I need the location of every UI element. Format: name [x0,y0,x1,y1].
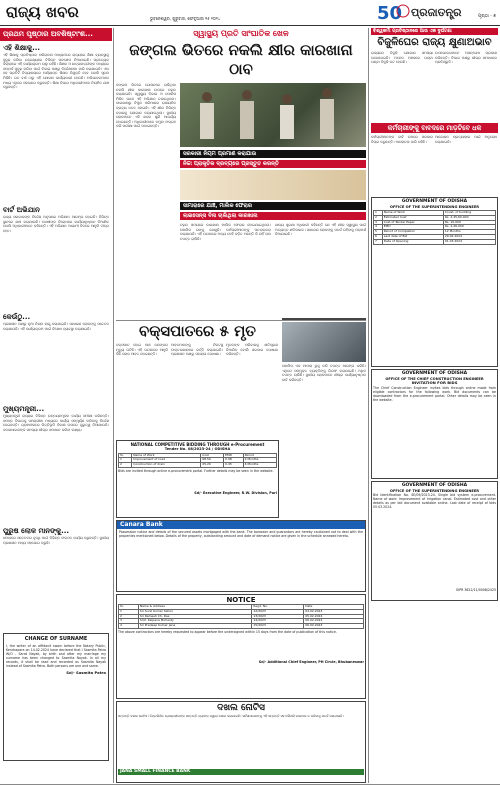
right-body-col: ଆନ୍ଦୋଳନ ପ୍ରତ୍ୟାହାର ପାଇଁ ଅନୁରୋଧ କରାଯାଇଛି। [435,135,497,144]
story-body-col: ଖାଦ୍ୟ ସୁରକ୍ଷା ଅଧିକାରୀ କହିଛନ୍ତି ଯେ ଏହି କ୍ଷୀର ସ୍ୱାସ୍ଥ୍ୟ ପାଇଁ ଅତ୍ୟନ୍ତ କ୍ଷତିକାରକ। ସାଧାରଣ ଲୋକଙ୍କୁ ସତର୍କ ରହିବାକୁ ପରାମର୍ଶ ଦିଆଯାଇଛି। [275,223,366,237]
tender-box-right-2 [371,369,498,479]
notice-block [116,594,366,699]
left-body: ମୁଖ୍ୟମନ୍ତ୍ରୀ ରାଜ୍ୟର ବିଭିନ୍ନ ଉନ୍ନୟନମୂଳକ କାର୍ଯ୍ୟ ସମୀକ୍ଷା କରିଛନ୍ତି। ସମସ୍ତ ବିଭାଗକୁ ସମୟସୀମା ମଧ୍ୟରେ କାର୍ଯ୍ୟ ସମ୍ପୂର୍ଣ୍ଣ କରିବାକୁ ନିର୍ଦ୍ଦେଶ ଦେଇଛନ୍ତି। ଗ୍ରାମାଞ୍ଚଳରେ ଭିତ୍ତିଭୂମି ବିକାଶ ଉପରେ ଗୁରୁତ୍ୱ ଦିଆଯାଉଛି। ଜନସାଧାରଣଙ୍କ ସମସ୍ୟା ଶୀଘ୍ର ସମାଧାନ କରିବା ଲକ୍ଷ୍ୟ। [3,414,109,432]
right-headline: ବିଜୁଳିଘେର ରାଜ୍ୟ କ୍ଷୁଣାଅଭାବ [377,37,492,48]
tender-sign: Sd/- Executive Engineer, R.W. Division, Puri [194,490,277,495]
agri-notice [282,318,366,320]
left-body: ସମାଜରେ ସଚେତନତା ବୃଦ୍ଧି ପାଇଁ ବିଭିନ୍ନ ସଂଗଠନ କାର୍ଯ୍ୟ କରୁଛନ୍ତି। ସ୍ଥାନୀୟ ପ୍ରଶାସନ ମଧ୍ୟ ସହଯୋଗ କରୁଛି। [3,536,109,545]
mid-side-column [282,322,366,518]
left-body: ପ୍ରଶାସନ ପକ୍ଷରୁ ନୂଆ ନିୟମ ଲାଗୁ କରାଯାଇଛି। ସାଧାରଣ ଲୋକଙ୍କୁ ସଚେତନ କରାଯାଉଛି। ଏହି କାର୍ଯ୍ୟକ୍ରମ ପାଇଁ ବିଶେଷ ବ୍ୟବସ୍ଥା କରାଯାଇଛି। [3,322,109,331]
tender-box-right-1 [371,197,498,367]
left-section-head: ଏହି ଶିକ୍ଷାକୁ... [3,44,41,52]
right-column [371,28,498,788]
left-body: ଏହି ଶିକ୍ଷାକୁ ପ୍ରତିଷ୍ଠାର ପରିଚାଳନା ମାଧ୍ୟମରେ ରାଜ୍ୟରେ ଶିକ୍ଷା ବ୍ୟବସ୍ଥାକୁ ସୁଦୃଢ଼ କରିବା ଉଦ୍ଦେଶ୍ୟରେ ବିଭିନ୍ନ ପଦକ୍ଷେପ ନିଆଯାଇଛି। ପ୍ରତ୍ୟେକ ଜିଲ୍ଲାରେ ଏହି କାର୍ଯ୍ୟକ୍ରମ ଚାଲୁ ରହିଛି। ଶିକ୍ଷକ ଓ ଛାତ୍ରଛାତ୍ରୀଙ୍କ ମଧ୍ୟରେ ସମ୍ପର୍କ ସୁଦୃଢ଼ କରିବା ପାଇଁ ବିଭାଗ ପକ୍ଷରୁ ନିର୍ଦ୍ଦେଶନାମା ଜାରି କରାଯାଇଛି। ଏହା ସହ ପ୍ରତିଟି ବିଦ୍ୟାଳୟରେ ପର୍ଯ୍ୟାପ୍ତ ଶିକ୍ଷକ ନିଯୁକ୍ତି ହେବ ବୋଲି ସୂଚନା ମିଳିଛି। ଗତ ବର୍ଷ ଠାରୁ ଏହି ଯୋଜନା କାର୍ଯ୍ୟକାରୀ ହେଉଛି। ଅଭିଭାବକମାନେ ମଧ୍ୟ ଏଥିରେ ସହଯୋଗ କରୁଛନ୍ତି। ଶିକ୍ଷା ବିଭାଗ ଅଧିକାରୀମାନେ ନିୟମିତ ଯାଞ୍ଚ କରୁଛନ୍ତି। [3,53,109,90]
ad-brand: Canara Bank [117,521,365,529]
second-story [116,322,279,440]
story-bullet: ସରକାରୀ ନିୟମ ପ୍ରମାଣ କରାଯାଉ [180,150,366,158]
office-title: OFFICE OF THE CHIEF CONSTRUCTION ENGINEER [385,376,484,381]
right-tender-body: Bid Identification No. SE/09/2023-24. Single bid system e-procurement. Name of work: Improvement of irrigation canal. Estimated cost and other details as per bid document available online. Last date of receipt of bids 05.03.2024. [373,493,496,509]
story-body-col: ଜଙ୍ଗଲ ଭିତରେ ଗୋପନରେ ଚାଲିଥିବା ନକଲି କ୍ଷୀର କାରଖାନା ଉପରେ ଚଢ଼ଉ କରାଯାଇଛି। ସ୍ୱାସ୍ଥ୍ୟ ବିଭାଗ ଓ ପୋଲିସ ମିଳିତ ଭାବେ ଏହି ଅଭିଯାନ ଚଳାଇଥିଲେ। କାରଖାନାରୁ ବିପୁଳ ପରିମାଣର ରାସାୟନିକ ଦ୍ରବ୍ୟ ଜବତ ହୋଇଛି। ଏହି କ୍ଷୀର ବିଭିନ୍ନ ବଜାରକୁ ଯୋଗାଣ କରାଯାଉଥିଲା। ସ୍ଥାନୀୟ ଲୋକମାନେ ଏହି ଖବର ଶୁଣି ଆଶ୍ଚର୍ଯ୍ୟ ହୋଇଛନ୍ତି। ଅଧିକାରୀମାନେ ନମୁନା ସଂଗ୍ରହ କରି ପରୀକ୍ଷା ପାଇଁ ପଠାଇଛନ୍ତି। [116,83,176,129]
left-section-head: ବାର୍ଟ ଅଭିଯାନ [3,206,40,214]
bank-advert [116,520,366,592]
left-section-head: ମୁଖ୍ୟମନ୍ତ୍ରୀ... [3,405,45,413]
mid-side-photo [282,322,366,362]
main-story [116,28,366,318]
notice-table: Sl. Name & Address Regd. No. Date 1 Sri Sunil Kumar Sahoo 12/2023 04.02.2024 2 Sri Ramesh Ch. Das 13/2023 05.02.2024 3 Smt. Kalpana Mohanty 14/2023 06.02.2024 4 Sri Pradeep Kumar Jena 15/2023 06.02.2024 [118,604,364,629]
right-body-col: ରାଜ୍ୟରେ ବିଜୁଳି ଯୋଗାଣ ସମସ୍ୟା ଦେଖାଦେଇଛି। ଅନେକ ଅଞ୍ଚଳରେ ଘଣ୍ଟା ଘଣ୍ଟା ବିଜୁଳି କଟ ହେଉଛି। [371,51,433,65]
story-photo-2 [180,170,366,200]
change-of-surname-notice [3,633,109,761]
ifb-body: The Chief Construction Engineer invites bids through online mode from eligible contractors for the following work. Bid documents can be downloaded from the e-procurement portal. Other details may be seen in the website. [373,385,496,402]
dateline: ଭୁବନେଶ୍ୱର, ଗୁରୁବାର, ଫେବୃଆରୀ ୧୫ ୨୦୨୪ [150,16,221,21]
masthead [0,0,500,26]
tender-sub: Tender No. 08/2023-24 / ODISHA [164,447,231,451]
dakhal-title: ଦଖଲ ନୋଟିସ [217,703,265,713]
left-section-head: କେଉଁଠୁ... [3,313,31,321]
notice-body: The above contractors are hereby requested to appear before the undersigned within 15 days from the date of publication of this notice. [118,629,337,634]
left-body: ରାଜ୍ୟ ସରକାରଙ୍କ ନିର୍ଦ୍ଦେଶ ଅନୁସାରେ ଅଭିଯାନ ଆରମ୍ଭ ହୋଇଛି। ବିଭିନ୍ନ ସ୍ଥାନରେ ଯାଞ୍ଚ କରାଯାଉଛି। ଦୋଷୀଙ୍କ ବିରୋଧରେ କାର୍ଯ୍ୟାନୁଷ୍ଠାନ ନିଆଯିବ ବୋଲି ଅଧିକାରୀମାନେ କହିଛନ୍ତି। ଏହି ଅଭିଯାନ ଆଗାମୀ ଦିନରେ ଆହୁରି ତୀବ୍ର ହେବ। [3,215,109,233]
tender-box-right-3 [371,481,498,601]
office-title: OFFICE OF THE SUPERINTENDING ENGINEER [389,204,480,209]
right-body-col: ଉପଭୋକ୍ତାମାନେ ଅସନ୍ତୋଷ ପ୍ରକାଶ କରିଛନ୍ତି। ବିଭାଗ ପକ୍ଷରୁ ଶୀଘ୍ର ସମାଧାନର ପ୍ରତିଶ୍ରୁତି। [435,51,497,65]
tender-table: Sl. Name of Work Cost EMD Period 1 Improvement of road 98.50 0.98 9 Months 2 Construction of drain 45.20 0.45 6 Months [118,453,277,468]
right-tender-table: 1 Name of Work Const. of building 2 Estimated Cost Rs. 2,45,60,000 3 Cost of Tender Paper Rs. 10,000 4 EMD Rs. 2,46,000 5 Period of Completion 12 Months 6 Last date of Bid 29.02.2024 7 Date of Opening 01.03.2024 [373,210,496,245]
second-body-col: ମୃତକଙ୍କ ପରିବାରକୁ କ୍ଷତିପୂରଣ ଦିଆଯିବ ବୋଲି ସରକାର ଘୋଷଣା କରିଛନ୍ତି। [226,343,278,357]
notice-sign: Sd/- Additional Chief Engineer, PH Circle, Bhubaneswar [258,659,364,664]
govt-title: GOVERNMENT OF ODISHA [401,483,468,488]
right-section-header: କର୍ମଚାରୀଙ୍କୁ ବାବଦରେ ମାଡ଼ଟିବେ ଧକ [371,123,498,133]
left-section-head: ପୁରୁଷ ଲୋକ ମାନଙ୍କୁ... [3,527,70,535]
dakhal-notice [116,701,366,783]
story-kicker: ସ୍ୱାସ୍ଥ୍ୟ ପ୍ରତି ସାଂଘାତିକ ଖେଳ [116,28,366,39]
notice-body: I, the writer of an affidavit sworn before the Notary Public, Kendrapara on 14.02.2024 have declared that I Sasmita Patra W/O - Sarat Nayak, by birth and after my marriage my surname has been changed to Sasmita Nayak. In all my records, it shall be read and recorded as Sasmita Nayak instead of Sasmita Patra. Both persons are one and same. [6,644,106,668]
story-bullet: ନିଚ୍ଚା ପ୍ରାକୃତିକ ଦ୍ରବ୍ୟରେ ପ୍ରସ୍ତୁତ କରନ୍ତି [180,160,366,168]
tender-notice [116,440,279,518]
svg-text:50: 50 [377,3,403,22]
office-title: OFFICE OF THE SUPERINTENDING ENGINEER [389,488,480,493]
notice-heading: NOTICE [226,596,256,604]
mid-side-body: ପୋଲିସ ଏକ ମାମଲା ରୁଜୁ କରି ତଦନ୍ତ ଆରମ୍ଭ କରିଛି। ଏଥିରେ ସମ୍ପୃକ୍ତ ବ୍ୟକ୍ତିଙ୍କୁ ଗିରଫ କରାଯାଇଛି। ଅଧିକ ତଦନ୍ତ ଚାଲିଛି। ସ୍ଥାନୀୟ ଲୋକମାନେ ଶୀଘ୍ର କାର୍ଯ୍ୟାନୁଷ୍ଠାନ ଦାବି କରିଛନ୍ତି। [282,364,366,382]
section-title: ରାଜ୍ୟ ଖବର [6,3,79,21]
story-bullet: ଲାଇସେନ୍ସ ବିନା ଚାଲିଥିଲା କାରଖାନା [180,212,366,220]
dipr-code: OIPR 3622/11/0008/2425 [455,588,496,592]
bottom-rule [0,784,500,785]
continuation-header: ପ୍ରଥମ ପୃଷ୍ଠାର ଅବଶିଷ୍ଟାଂଶ... [0,28,112,41]
notice-title: CHANGE OF SURNAME [24,636,88,642]
column-rule [113,28,114,783]
story-photo [180,83,366,147]
ifb-title: INVITATION FOR BIDS [411,380,458,385]
column-rule [368,28,369,783]
notice-signature: Sd/- Sasmita Patra [66,670,106,675]
left-column [0,28,112,788]
story-bullet: ସୀମାରାରେ ଯାଞ୍ଚ, ମାଲିକ ଫେରାର [180,202,366,210]
right-banner: ବିଶ୍ୱକର୍ମା ପ୍ରତିଷ୍ଠାନରେ ଆଉ ଏକ ଦୁର୍ଘଟଣା [371,28,498,35]
anniversary-logo [375,2,411,22]
story-body-col: ଚଢ଼ଉ ସମୟରେ କାରଖାନା ମାଲିକ ଫେରାର ହୋଇଯାଇଥିଲେ। ପୋଲିସ ତାଙ୍କୁ ଖୋଜୁଛି। କର୍ମଚାରୀମାନଙ୍କୁ ପଚରାଉଚରା କରାଯାଉଛି। ଏହି ଘଟଣାରେ ଅନ୍ୟ କେହି ଜଡ଼ିତ ଅଛନ୍ତି କି ନାହିଁ ତାହା ତଦନ୍ତ ଚାଲିଛି। [180,223,271,241]
dakhal-body: ସମ୍ପତ୍ତି ଦଖଲ ନୋଟିସ। ନିମ୍ନଲିଖିତ ଋଣଗ୍ରହୀତାଙ୍କ ସମ୍ପତ୍ତି ବ୍ୟାଙ୍କ ଦ୍ୱାରା ଦଖଲ କରାଯାଇଛି। ସର୍ବସାଧାରଣଙ୍କୁ ଏହି ସମ୍ପତ୍ତି ସହ କୌଣସି କାରବାର ନ କରିବାକୁ ସତର୍କ କରାଯାଉଛି। [118,714,344,718]
second-headline: ବକ୍ସପାତରେ ୫ ମୃତ [138,322,257,340]
tender-title: NATIONAL COMPETITIVE BIDDING THROUGH e-Procurement [130,442,265,447]
page-number: ପୃଷ୍ଠା - ୭ [478,14,496,19]
tender-body: Bids are invited through online e-procurement portal. Further details may be seen in the website. [118,468,274,473]
bank-brand: JANA SMALL FINANCE BANK [118,769,364,775]
second-body-col: ବକ୍ସପାତ ହୋଇ ପାଞ୍ଚ ଜଣଙ୍କର ମୃତ୍ୟୁ ଘଟିଛି। ଏହି ଘଟଣାରେ ଆହୁରି କିଛି ଲୋକ ଆହତ ହୋଇଛନ୍ତି। [116,343,168,357]
brand-name: ପ୍ରଜାତନ୍ତ୍ର [411,6,462,19]
govt-title: GOVERNMENT OF ODISHA [401,199,468,204]
govt-title: GOVERNMENT OF ODISHA [401,371,468,376]
section-rule [116,320,366,321]
ad-body: Possession notice and details of the secured assets mortgaged with the bank. The borrower and guarantors are hereby cautioned not to deal with the properties mentioned below. Details of the property, outstanding amount and date of demand notice are given in the schedule annexed hereto. [119,530,363,538]
story-headline: ଜଙ୍ଗଲ ଭିତରେ ନକଲି କ୍ଷୀର କାରଖାନା ଠାବ [129,41,353,78]
right-body-col: କର୍ମଚାରୀମାନଙ୍କ ଦାବି ଉପରେ ସରକାର ବିଚାର କରୁଛନ୍ତି। ଆଲୋଚନା ଜାରି ରହିଛି। [371,135,433,144]
second-body-col: ଆହତମାନଙ୍କୁ ନିକଟସ୍ଥ ଡାକ୍ତରଖାନାରେ ଭର୍ତ୍ତି କରାଯାଇଛି। ପ୍ରଶାସନ ପକ୍ଷରୁ ସହାୟତା ଘୋଷଣା। [171,343,223,357]
